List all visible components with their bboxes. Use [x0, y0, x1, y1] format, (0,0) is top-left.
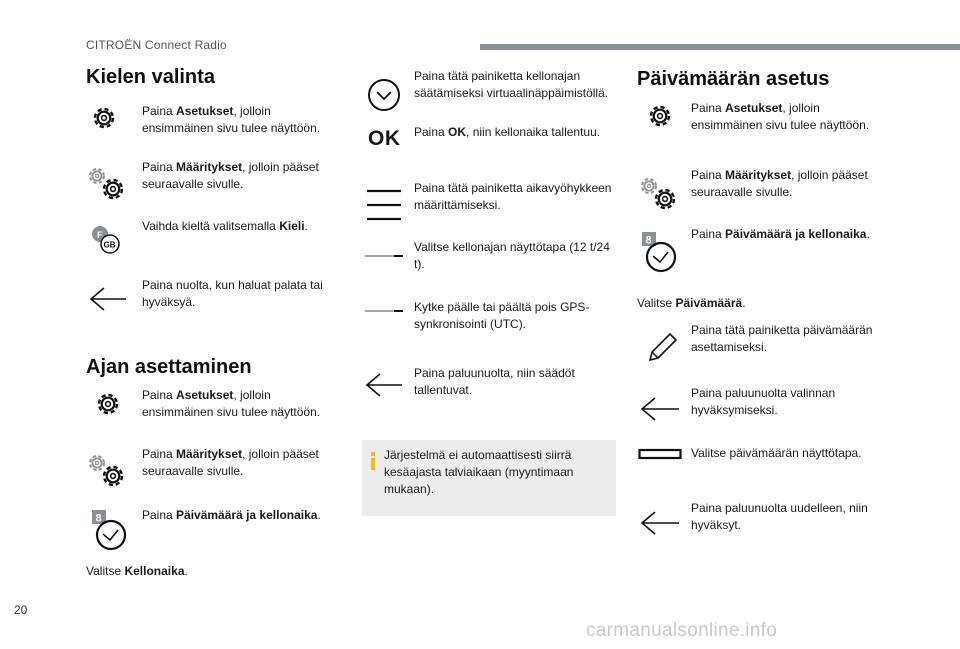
header-bar [480, 44, 960, 50]
time-step-1: Paina Asetukset, jolloin ensimmäinen sivu tulee näyttöön. [142, 388, 321, 419]
info-note-text: Järjestelmä ei automaattisesti siirrä kesäajasta talviaikaan (myyntimaan mukaan). [384, 448, 574, 496]
clock-step-1: Paina tätä painiketta kellonajan säätämiseksi virtuaalinäppäimistöllä. [414, 69, 609, 100]
settings-gears-icon [638, 175, 680, 215]
page-number: 20 [14, 603, 28, 617]
svg-text:8: 8 [95, 512, 102, 525]
time-step-2: Paina Määritykset, jolloin pääset seuraavalle sivulle. [142, 447, 319, 478]
date-step-2: Paina Määritykset, jolloin pääset seuraavalle sivulle. [691, 168, 868, 199]
clock-icon [640, 230, 680, 274]
lang-step-1: Paina Asetukset, jolloin ensimmäinen sivu tulee näyttöön. [142, 104, 321, 135]
date-step-3: Paina Päivämäärä ja kellonaika. [691, 227, 870, 241]
lang-step-3: Vaihda kieltä valitsemalla Kieli. [142, 219, 308, 233]
settings-gears-icon [86, 452, 128, 492]
ok-button-icon: OK [368, 127, 401, 150]
gear-icon [90, 104, 118, 132]
clock-step-2: Paina OK, niin kellonaika tallentuu. [414, 125, 601, 139]
gear-icon [646, 102, 674, 130]
time-step-3: Paina Päivämäärä ja kellonaika. [142, 508, 321, 522]
menu-icon [366, 188, 402, 222]
info-note [362, 440, 616, 516]
time-select-instruction: Valitse Kellonaika. [86, 564, 188, 578]
date-format-frame-icon [638, 448, 682, 460]
date-select-instruction: Valitse Päivämäärä. [637, 296, 746, 310]
date-step-5: Paina paluunuolta valinnan hyväksymiseksi. [691, 386, 836, 417]
watermark: carmanualsonline.info [586, 620, 778, 641]
svg-text:GB: GB [103, 240, 116, 250]
back-arrow-icon [88, 286, 128, 312]
clock-icon [90, 508, 130, 552]
toggle-gps-icon [364, 308, 404, 314]
svg-text:8: 8 [645, 234, 652, 247]
date-step-6: Valitse päivämäärän näyttötapa. [691, 446, 862, 460]
clock-step-4: Valitse kellonajan näyttötapa (12 t/24 t). [414, 240, 610, 271]
header-brand: CITROËN Connect Radio [86, 38, 227, 52]
toggle-format-icon [364, 253, 404, 259]
date-section-title: Päivämäärän asetus [637, 68, 830, 90]
pencil-icon [646, 330, 678, 364]
clock-step-3: Paina tätä painiketta aikavyöhykkeen määrittämiseksi. [414, 181, 612, 212]
back-arrow-icon [364, 372, 404, 398]
lang-section-title: Kielen valinta [86, 66, 215, 88]
svg-text:F: F [97, 230, 103, 240]
lang-step-4: Paina nuolta, kun haluat palata tai hyväksyä. [142, 278, 323, 309]
time-section-title: Ajan asettaminen [86, 356, 252, 378]
date-step-1: Paina Asetukset, jolloin ensimmäinen sivu tulee näyttöön. [691, 101, 870, 132]
settings-gears-icon [86, 165, 128, 205]
gear-icon [94, 390, 122, 418]
clock-step-5: Kytke päälle tai päältä pois GPS-synkronisointi (UTC). [414, 300, 590, 331]
back-arrow-icon [639, 510, 681, 536]
language-flag-icon [88, 224, 122, 256]
back-arrow-icon [639, 396, 681, 422]
date-step-4: Paina tätä painiketta päivämäärän asettamiseksi. [691, 323, 873, 354]
info-icon [370, 452, 376, 470]
date-step-7: Paina paluunuolta uudelleen, niin hyväksyt. [691, 501, 868, 532]
chevron-down-icon [367, 78, 401, 112]
lang-step-2: Paina Määritykset, jolloin pääset seuraavalle sivulle. [142, 160, 319, 191]
clock-step-6: Paina paluunuolta, niin säädöt tallentuvat. [414, 366, 575, 397]
